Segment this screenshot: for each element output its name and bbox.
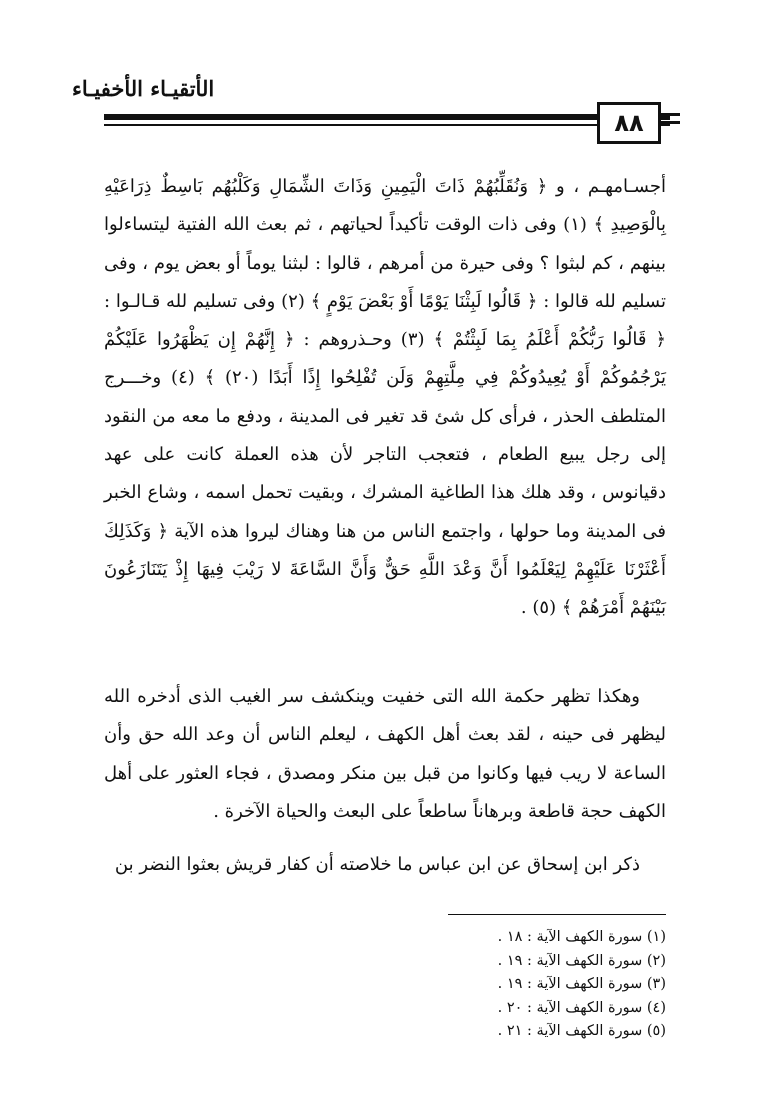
running-title: الأتقيـاء الأخفيـاء <box>72 76 215 101</box>
page-number <box>597 102 661 144</box>
header-rule-thick <box>104 114 670 120</box>
footnote-3: (٣) سورة الكهف الآية : ١٩ . <box>497 976 666 993</box>
footnote-4: (٤) سورة الكهف الآية : ٢٠ . <box>497 999 666 1016</box>
paragraph-2 <box>104 678 666 831</box>
paragraph-1-text: أجسـامهـم ، و ﴿ وَنُقَلِّبُهُمْ ذَاتَ الْيَمِينِ وَذَاتَ الشِّمَالِ وَكَلْبُهُم بَاسِطٌ ذِرَاعَيْهِ بِالْوَصِيدِ ﴾ (١) وفى ذات الوقت تأكيداً لحياتهم ، ثم بعث الله الفتية ليتساءلوا بينهم ، كم لبثوا ؟ وفى حيرة من أمرهم ، قالوا : لبثنا يوماً أو بعض يوم ، وفى تسليم لله قالوا : ﴿ قَالُوا لَبِثْنَا يَوْمًا أَوْ بَعْضَ يَوْمٍ ﴾ (٢) وفى تسليم لله قـالـوا : ﴿ قَالُوا رَبُّكُمْ أَعْلَمُ بِمَا لَبِثْتُمْ ﴾ (٣) وحـذروهم : ﴿ إِنَّهُمْ إِن يَظْهَرُوا عَلَيْكُمْ يَرْجُمُوكُمْ أَوْ يُعِيدُوكُمْ فِي مِلَّتِهِمْ وَلَن تُفْلِحُوا إِذًا أَبَدًا (٢٠) ﴾ (٤) وخـــرج المتلطف الحذر ، فرأى كل شئ قد تغير فى المدينة ، ودفع ما معه من النقود إلى رجل يبيع الطعام ، فتعجب التاجر لأن هذه العملة كانت على عهد دقيانوس ، وقد هلك هذا الطاغية المشرك ، وبقيت تحمل اسمه ، وشاع الخبر فى المدينة وما حولها ، واجتمع الناس من هنا وهناك ليروا هذه الآية ﴿ وَكَذَلِكَ أَعْثَرْنَا عَلَيْهِمْ لِيَعْلَمُوا أَنَّ وَعْدَ اللَّهِ حَقٌّ وَأَنَّ السَّاعَةَ لا رَيْبَ فِيهَا إِذْ يَتَنَازَعُونَ بَيْنَهُمْ أَمْرَهُمْ ﴾ (٥) . <box>104 176 666 619</box>
page-number-text: ٨٨ <box>614 109 644 137</box>
footnote-separator <box>448 914 666 915</box>
paragraph-3 <box>104 846 666 884</box>
footnote-1: (١) سورة الكهف الآية : ١٨ . <box>497 929 666 945</box>
footnotes <box>440 926 666 1044</box>
paragraph-3-text: ذكر ابن إسحاق عن ابن عباس ما خلاصته أن كفار قريش بعثوا النضر بن <box>114 854 640 875</box>
paragraph-2-text: وهكذا تظهر حكمة الله التى خفيت وينكشف سر الغيب الذى أدخره الله ليظهر فى حينه ، لقد بعث أهل الكهف ، ليعلم الناس أن وعد الله حق وأن الساعة لا ريب فيها وكانوا من قبل بين منكر ومصدق ، فجاء العثور على أهل الكهف حجة قاطعة وبرهاناً ساطعاً على البعث والحياة الآخرة . <box>104 686 666 822</box>
footnote-5: (٥) سورة الكهف الآية : ٢١ . <box>497 1023 666 1040</box>
header-rule-thin <box>104 124 670 126</box>
paragraph-1 <box>104 168 666 628</box>
footnote-2: (٢) سورة الكهف الآية : ١٩ . <box>497 952 666 969</box>
